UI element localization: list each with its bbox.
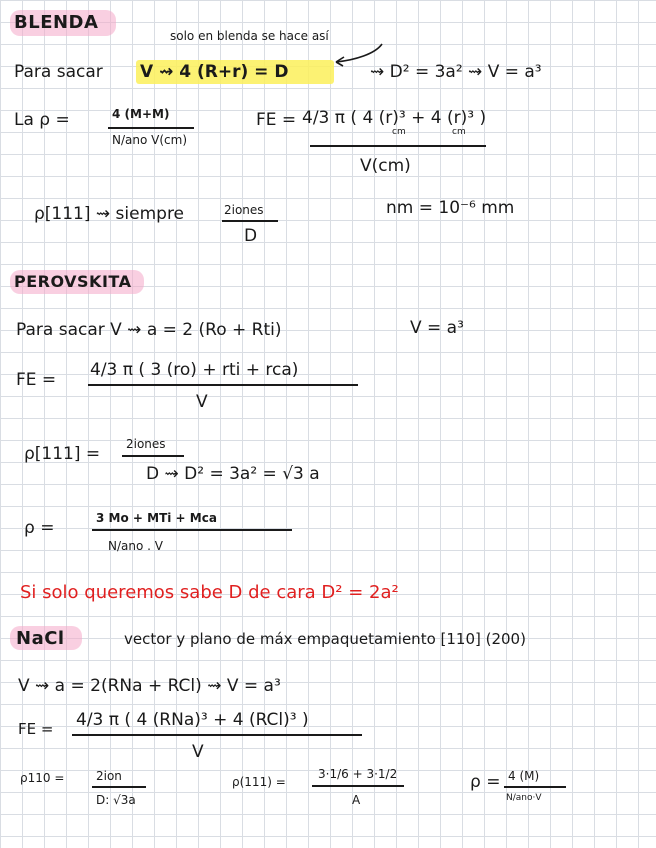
blenda-fe-label: FE = [256,110,297,130]
blenda-rho111-fraction-bar [222,220,278,222]
blenda-fe-denominator: V(cm) [360,156,411,176]
nacl-rho110-numerator: 2ion [96,769,122,783]
perovskita-rho-numerator: 3 Mo + MTi + Mca [96,511,217,525]
perovskita-rho111-numerator: 2iones [126,437,166,451]
blenda-rho-denominator: N/ano V(cm) [112,133,187,147]
nacl-line1: V ⇝ a = 2(RNa + RCl) ⇝ V = a³ [18,676,281,696]
perovskita-fe-fraction-bar [88,384,358,386]
blenda-note: solo en blenda se hace así [170,29,329,43]
nacl-rho110-denominator: D: √3a [96,793,136,807]
nacl-rho111-numerator: 3·1/6 + 3·1/2 [318,767,398,781]
perovskita-volume: V = a³ [410,318,464,338]
nacl-fe-label: FE = [18,720,54,738]
perovskita-line1: Para sacar V ⇝ a = 2 (Ro + Rti) [16,320,282,340]
perovskita-rho-fraction-bar [92,529,292,531]
nacl-title: NaCl [16,628,65,649]
blenda-line1-start: Para sacar [14,62,103,82]
perovskita-fe-denominator: V [196,392,208,412]
perovskita-rho-label: ρ = [24,518,55,538]
nacl-fe-denominator: V [192,742,204,762]
blenda-rho111-denominator: D [244,226,258,246]
blenda-rho111-numerator: 2iones [224,203,264,217]
nacl-rho110-fraction-bar [92,786,146,788]
perovskita-rho111-denominator: D ⇝ D² = 3a² = √3 a [146,464,320,484]
blenda-fe-sub1: cm [392,127,406,137]
blenda-fe-sub2: cm [452,127,466,137]
blenda-rho-fraction-bar [108,127,194,129]
nacl-rho-fraction-bar [504,786,566,788]
nacl-rho-denominator: N/ano·V [506,793,542,803]
nacl-description: vector y plano de máx empaquetamiento [110] (200) [124,630,526,648]
nacl-fe-numerator: 4/3 π ( 4 (RNa)³ + 4 (RCl)³ ) [76,710,309,730]
perovskita-rho-denominator: N/ano . V [108,539,163,553]
blenda-rho-label: La ρ = [14,110,70,130]
perovskita-rho111-fraction-bar [122,455,184,457]
nacl-rho-label: ρ = [470,772,501,792]
blenda-rho111-label: ρ[111] ⇝ siempre [34,204,185,224]
blenda-line1-end: ⇝ D² = 3a² ⇝ V = a³ [370,62,542,82]
perovskita-title: PEROVSKITA [14,272,132,291]
blenda-line1-formula: V ⇝ 4 (R+r) = D [140,62,289,82]
nacl-fe-fraction-bar [72,734,362,736]
blenda-rho-numerator: 4 (M+M) [112,107,170,121]
blenda-nm-conversion: nm = 10⁻⁶ mm [386,198,515,218]
red-note: Si solo queremos sabe D de cara D² = 2a² [20,582,399,603]
blenda-title: BLENDA [14,12,99,33]
nacl-rho111-fraction-bar [312,785,404,787]
perovskita-fe-numerator: 4/3 π ( 3 (ro) + rti + rca) [90,360,299,380]
perovskita-fe-label: FE = [16,370,57,390]
nacl-rho-numerator: 4 (M) [508,769,540,783]
blenda-fe-fraction-bar [310,145,486,147]
blenda-fe-numerator: 4/3 π ( 4 (r)³ + 4 (r)³ ) [302,108,487,128]
nacl-rho111-label: ρ(111) = [232,775,286,789]
nacl-rho111-denominator: A [352,793,361,807]
nacl-rho110-label: ρ110 = [20,771,65,785]
perovskita-rho111-label: ρ[111] = [24,444,101,464]
